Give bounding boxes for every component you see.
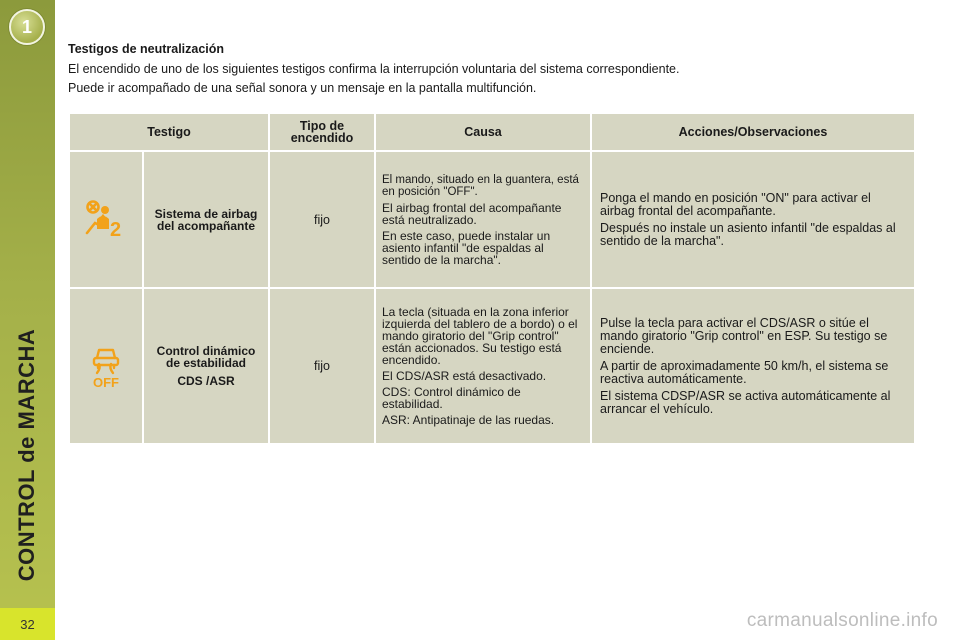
header-acciones: Acciones/Observaciones — [591, 113, 915, 151]
page-number: 32 — [20, 617, 35, 632]
warning-name-sub: CDS /ASR — [177, 374, 235, 388]
chapter-title: CONTROL de MARCHA — [14, 328, 39, 582]
action-text: A partir de aproximadamente 50 km/h, el sistema se reactiva automáticamente. — [600, 358, 889, 386]
cause-text: El CDS/ASR está desactivado. — [382, 369, 547, 383]
name-cell — [143, 288, 269, 444]
actions-cell — [591, 151, 915, 288]
chapter-sidebar — [0, 0, 55, 640]
chapter-number: 1 — [21, 17, 32, 37]
cause-text: ASR: Antipatinaje de las ruedas. — [382, 413, 555, 427]
intro-line-1: El encendido de uno de los siguientes testigos confirma la interrupción voluntaria del sistema correspondiente. — [68, 62, 680, 76]
action-text: Ponga el mando en posición "ON" para activar el airbag frontal del acompañante. — [600, 190, 871, 218]
action-text: Pulse la tecla para activar el CDS/ASR o sitúe el mando giratorio "Grip control" en ESP. Su testigo se enciende. — [600, 315, 888, 356]
airbag-off-icon — [83, 199, 129, 239]
cause-text: CDS: Control dinámico de estabilidad. — [382, 385, 521, 411]
cause-text: El mando, situado en la guantera, está en posición "OFF". — [382, 173, 579, 198]
esp-off-icon — [85, 340, 127, 390]
header-tipo: Tipo de encendido — [269, 113, 375, 151]
intro-line-2: Puede ir acompañado de una señal sonora y un mensaje en la pantalla multifunción. — [68, 81, 537, 95]
icon-cell — [69, 288, 143, 444]
cause-cell — [375, 151, 591, 288]
header-causa: Causa — [375, 113, 591, 151]
warning-name: Control dinámico de estabilidad — [156, 344, 256, 370]
cause-text: El airbag frontal del acompañante está neutralizado. — [382, 200, 562, 227]
table-header-row — [69, 113, 915, 151]
esp-off-label: OFF — [93, 375, 119, 390]
type-cell: fijo — [269, 288, 375, 444]
type-cell: fijo — [269, 151, 375, 288]
name-cell — [143, 151, 269, 288]
cause-text: En este caso, puede instalar un asiento infantil "de espaldas al sentido de la marcha". — [382, 228, 551, 267]
warning-name: Sistema de airbag del acompañante — [154, 206, 258, 233]
section-heading: Testigos de neutralización — [68, 42, 225, 56]
table-row — [69, 288, 915, 444]
watermark: carmanualsonline.info — [746, 610, 938, 631]
svg-text:2: 2 — [110, 218, 122, 239]
chapter-badge — [9, 9, 45, 45]
icon-cell — [69, 151, 143, 288]
page-number-box — [0, 608, 55, 640]
cause-cell — [375, 288, 591, 444]
intro-section — [68, 42, 928, 99]
action-text: El sistema CDSP/ASR se activa automáticamente al arrancar el vehículo. — [600, 388, 891, 416]
cause-text: La tecla (situada en la zona inferior izquierda del tablero de a bordo) o el mando giratorio del "Grip control" están accionados. Su testigo está encendido. — [382, 305, 578, 367]
warning-lights-table — [68, 112, 916, 445]
action-text: Después no instale un asiento infantil "de espaldas al sentido de la marcha". — [600, 220, 896, 248]
actions-cell — [591, 288, 915, 444]
table-row — [69, 151, 915, 288]
header-testigo: Testigo — [69, 113, 269, 151]
